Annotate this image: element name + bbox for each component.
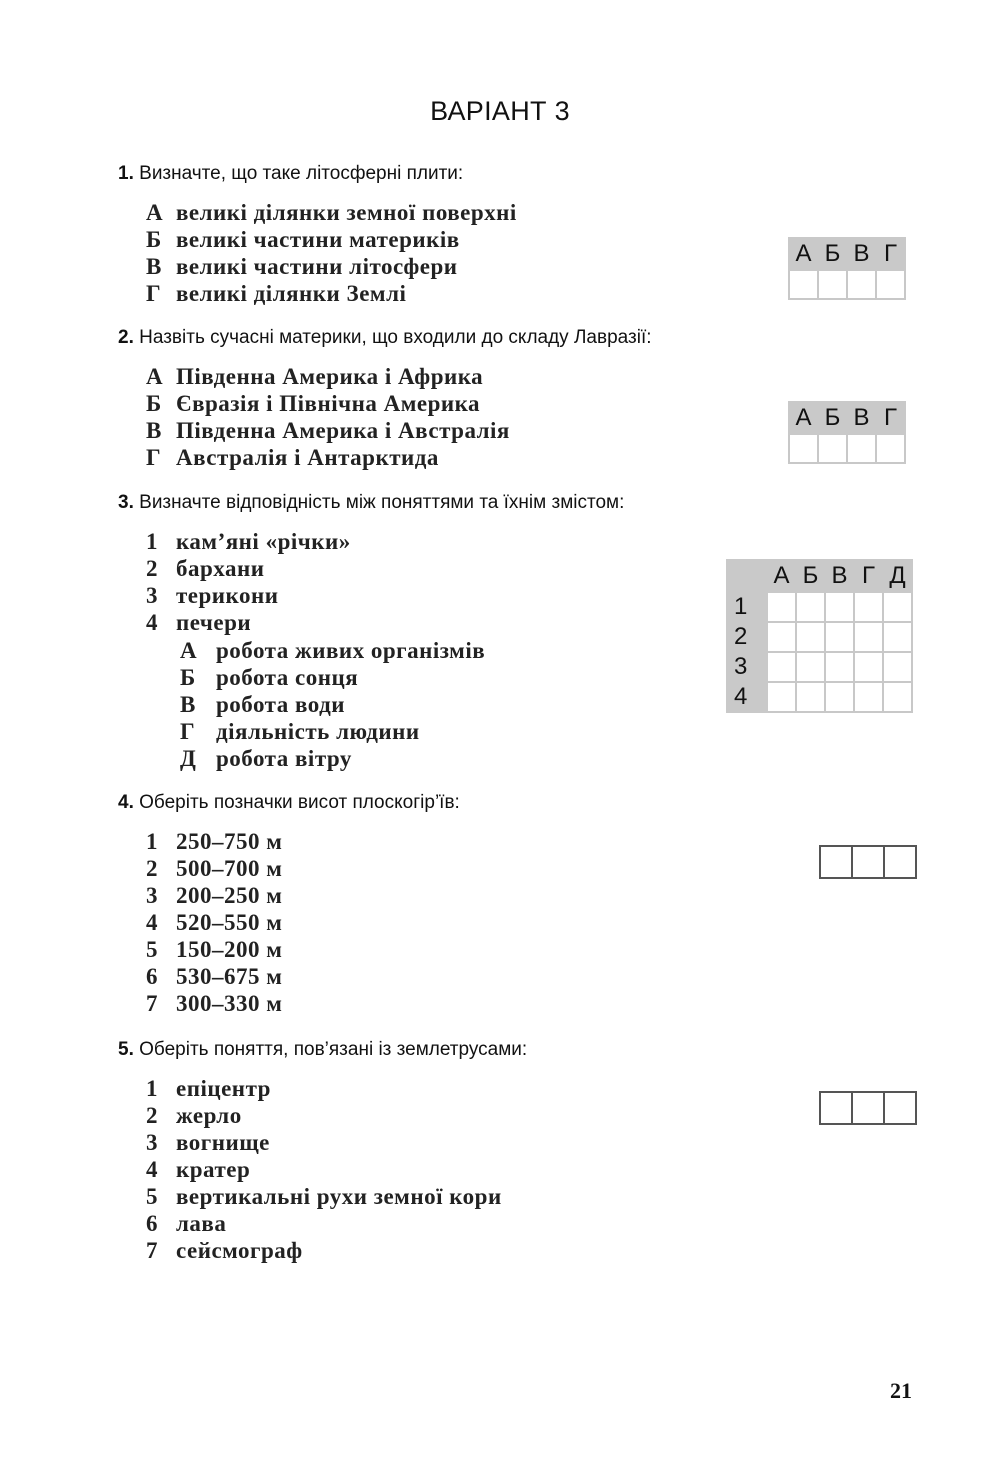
answer-c: В робота води <box>180 692 346 717</box>
option-7: 7 сейсмограф <box>146 1238 303 1263</box>
option-c: В Південна Америка і Австралія <box>146 418 510 443</box>
grid-row-label: 2 <box>727 622 767 652</box>
item-3: 3 терикони <box>146 583 279 608</box>
grid-header-d: Г <box>876 402 905 434</box>
item-4: 4 печери <box>146 610 252 635</box>
question-number: 4. <box>118 792 134 813</box>
answer-cell[interactable] <box>789 434 818 463</box>
option-b: Б Євразія і Північна Америка <box>146 391 481 416</box>
question-3 <box>118 492 624 514</box>
option-d: Г Австралія і Антарктида <box>146 445 439 470</box>
question-text: Визначте, що таке літосферні плити: <box>139 163 464 184</box>
answer-cell[interactable] <box>854 622 883 652</box>
question-text: Визначте відповідність між поняттями та їхнім змістом: <box>139 492 625 513</box>
option-2: 2 500–700 м <box>146 856 283 881</box>
answer-box[interactable] <box>885 847 915 877</box>
option-6: 6 530–675 м <box>146 964 283 989</box>
item-2: 2 бархани <box>146 556 265 581</box>
answer-cell[interactable] <box>818 434 847 463</box>
answer-box[interactable] <box>853 1093 885 1123</box>
question-2 <box>118 327 652 349</box>
question-number: 2. <box>118 327 134 348</box>
answer-cell[interactable] <box>847 270 876 299</box>
question-number: 3. <box>118 492 134 513</box>
q3-answers <box>180 637 485 772</box>
answer-cell[interactable] <box>796 622 825 652</box>
answer-box[interactable] <box>821 1093 853 1123</box>
answer-cell[interactable] <box>876 270 905 299</box>
answer-cell[interactable] <box>767 682 796 712</box>
grid-header-b: Б <box>796 560 825 592</box>
grid-header-b: Б <box>818 402 847 434</box>
q1-options <box>146 199 517 307</box>
grid-row-label: 4 <box>727 682 767 712</box>
question-1 <box>118 163 463 185</box>
answer-b: Б робота сонця <box>180 665 359 690</box>
option-3: 3 200–250 м <box>146 883 283 908</box>
answer-cell[interactable] <box>847 434 876 463</box>
grid-header-d: Г <box>876 238 905 270</box>
answer-cell[interactable] <box>854 592 883 622</box>
grid-header-e: Д <box>883 560 912 592</box>
answer-cell[interactable] <box>767 652 796 682</box>
grid-corner <box>727 560 767 592</box>
q4-options <box>146 828 282 1017</box>
question-number: 5. <box>118 1039 134 1060</box>
question-text: Назвіть сучасні материки, що входили до складу Лавразії: <box>139 327 652 348</box>
grid-header-a: А <box>789 402 818 434</box>
answer-cell[interactable] <box>818 270 847 299</box>
option-a: А великі ділянки земної поверхні <box>146 200 517 225</box>
answer-cell[interactable] <box>796 652 825 682</box>
question-number: 1. <box>118 163 134 184</box>
answer-cell[interactable] <box>796 682 825 712</box>
option-4: 4 кратер <box>146 1157 251 1182</box>
answer-cell[interactable] <box>854 682 883 712</box>
page-title: ВАРІАНТ 3 <box>430 96 570 126</box>
answer-cell[interactable] <box>876 434 905 463</box>
answer-cell[interactable] <box>767 592 796 622</box>
option-5: 5 вертикальні рухи земної кори <box>146 1184 502 1209</box>
answer-cell[interactable] <box>825 622 854 652</box>
question-5 <box>118 1039 527 1061</box>
option-4: 4 520–550 м <box>146 910 283 935</box>
answer-cell[interactable] <box>825 682 854 712</box>
answer-cell[interactable] <box>883 592 912 622</box>
answer-e: Д робота вітру <box>180 746 352 771</box>
answer-cell[interactable] <box>796 592 825 622</box>
q5-options <box>146 1075 502 1264</box>
grid-header-d: Г <box>854 560 883 592</box>
grid-header-b: Б <box>818 238 847 270</box>
option-1: 1 епіцентр <box>146 1076 271 1101</box>
page-number: 21 <box>890 1378 912 1403</box>
answer-box[interactable] <box>885 1093 915 1123</box>
option-c: В великі частини літосфери <box>146 254 458 279</box>
grid-header-a: А <box>767 560 796 592</box>
grid-header-c: В <box>847 402 876 434</box>
question-text: Оберіть позначки висот плоскогір’їв: <box>139 792 460 813</box>
answer-cell[interactable] <box>854 652 883 682</box>
q5-answer-boxes <box>819 1091 917 1125</box>
question-text: Оберіть поняття, пов’язані із землетрусами: <box>139 1039 528 1060</box>
grid-header-a: А <box>789 238 818 270</box>
question-4 <box>118 792 460 814</box>
grid-row-label: 1 <box>727 592 767 622</box>
option-3: 3 вогнище <box>146 1130 270 1155</box>
answer-a: А робота живих організмів <box>180 638 486 663</box>
answer-cell[interactable] <box>825 592 854 622</box>
answer-cell[interactable] <box>767 622 796 652</box>
answer-cell[interactable] <box>825 652 854 682</box>
option-7: 7 300–330 м <box>146 991 283 1016</box>
item-1: 1 кам’яні «річки» <box>146 529 351 554</box>
option-d: Г великі ділянки Землі <box>146 281 407 306</box>
grid-header-c: В <box>847 238 876 270</box>
q1-answer-grid <box>788 237 906 300</box>
answer-box[interactable] <box>821 847 853 877</box>
q3-answer-grid <box>726 559 913 713</box>
grid-row-label: 3 <box>727 652 767 682</box>
q4-answer-boxes <box>819 845 917 879</box>
option-a: А Південна Америка і Африка <box>146 364 484 389</box>
answer-d: Г діяльність людини <box>180 719 420 744</box>
option-1: 1 250–750 м <box>146 829 283 854</box>
answer-cell[interactable] <box>883 622 912 652</box>
answer-cell[interactable] <box>883 652 912 682</box>
answer-cell[interactable] <box>883 682 912 712</box>
q3-items <box>146 528 351 636</box>
option-b: Б великі частини материків <box>146 227 460 252</box>
grid-header-c: В <box>825 560 854 592</box>
q2-answer-grid <box>788 401 906 464</box>
answer-box[interactable] <box>853 847 885 877</box>
option-5: 5 150–200 м <box>146 937 283 962</box>
q2-options <box>146 363 510 471</box>
option-2: 2 жерло <box>146 1103 242 1128</box>
option-6: 6 лава <box>146 1211 227 1236</box>
answer-cell[interactable] <box>789 270 818 299</box>
